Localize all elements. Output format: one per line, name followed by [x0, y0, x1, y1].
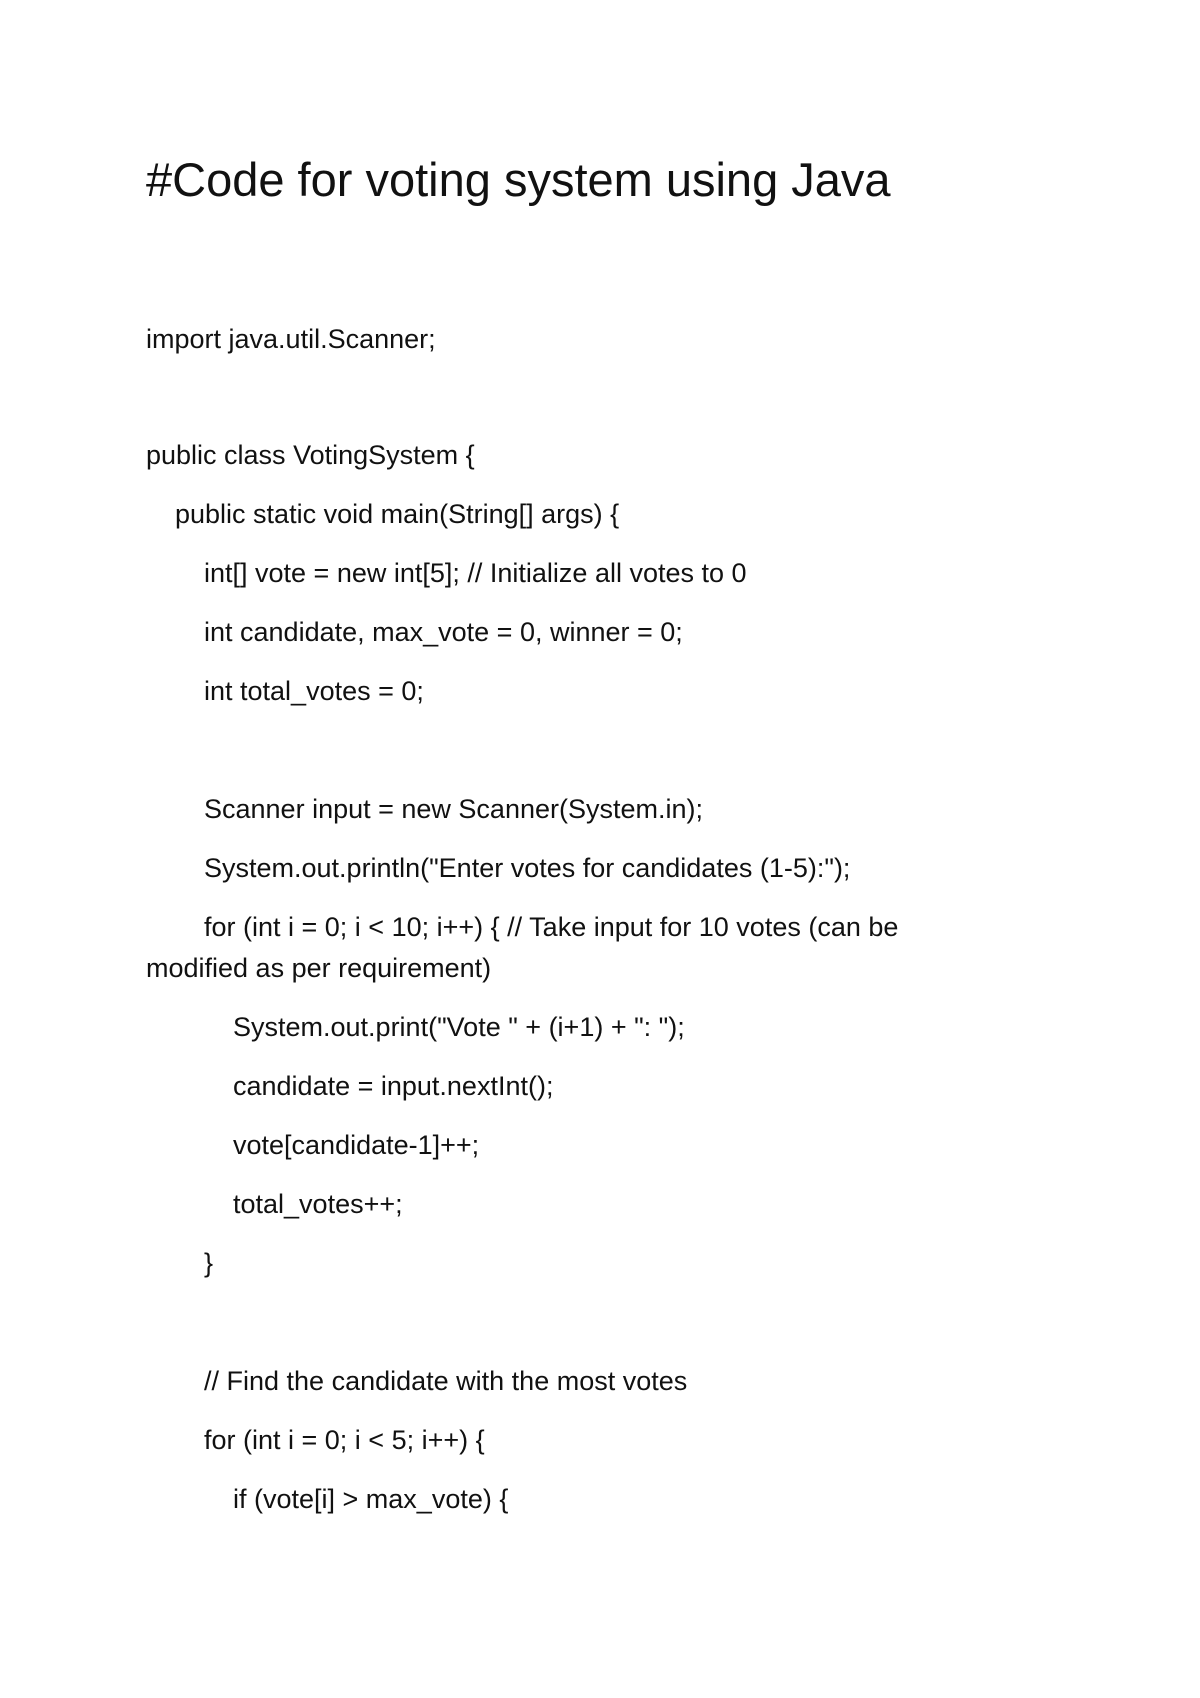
- code-line-read-candidate: candidate = input.nextInt();: [233, 1071, 554, 1101]
- code-line-prompt: System.out.println("Enter votes for candidates (1-5):");: [204, 853, 851, 883]
- code-line-main-method: public static void main(String[] args) {: [175, 499, 620, 529]
- code-line-scanner: Scanner input = new Scanner(System.in);: [204, 794, 703, 824]
- code-line-for-loop-continuation: modified as per requirement): [146, 953, 492, 983]
- code-line-close-brace: }: [204, 1248, 214, 1278]
- page-title: #Code for voting system using Java: [146, 153, 891, 206]
- code-line-for-loop-candidates: for (int i = 0; i < 5; i++) {: [204, 1425, 485, 1455]
- code-line-vote-array: int[] vote = new int[5]; // Initialize all votes to 0: [204, 558, 747, 588]
- code-line-import: import java.util.Scanner;: [146, 324, 436, 354]
- code-line-increment-total: total_votes++;: [233, 1189, 403, 1219]
- code-line-for-loop-votes: for (int i = 0; i < 10; i++) { // Take input for 10 votes (can be: [204, 912, 899, 942]
- code-line-total-votes: int total_votes = 0;: [204, 676, 424, 706]
- code-line-increment-vote: vote[candidate-1]++;: [233, 1130, 480, 1160]
- code-line-class-declaration: public class VotingSystem {: [146, 440, 475, 470]
- code-line-print-vote: System.out.print("Vote " + (i+1) + ": ");: [233, 1012, 685, 1042]
- code-line-if-max-vote: if (vote[i] > max_vote) {: [233, 1484, 509, 1514]
- code-line-comment-find-winner: // Find the candidate with the most votes: [204, 1366, 688, 1396]
- code-line-candidate-vars: int candidate, max_vote = 0, winner = 0;: [204, 617, 683, 647]
